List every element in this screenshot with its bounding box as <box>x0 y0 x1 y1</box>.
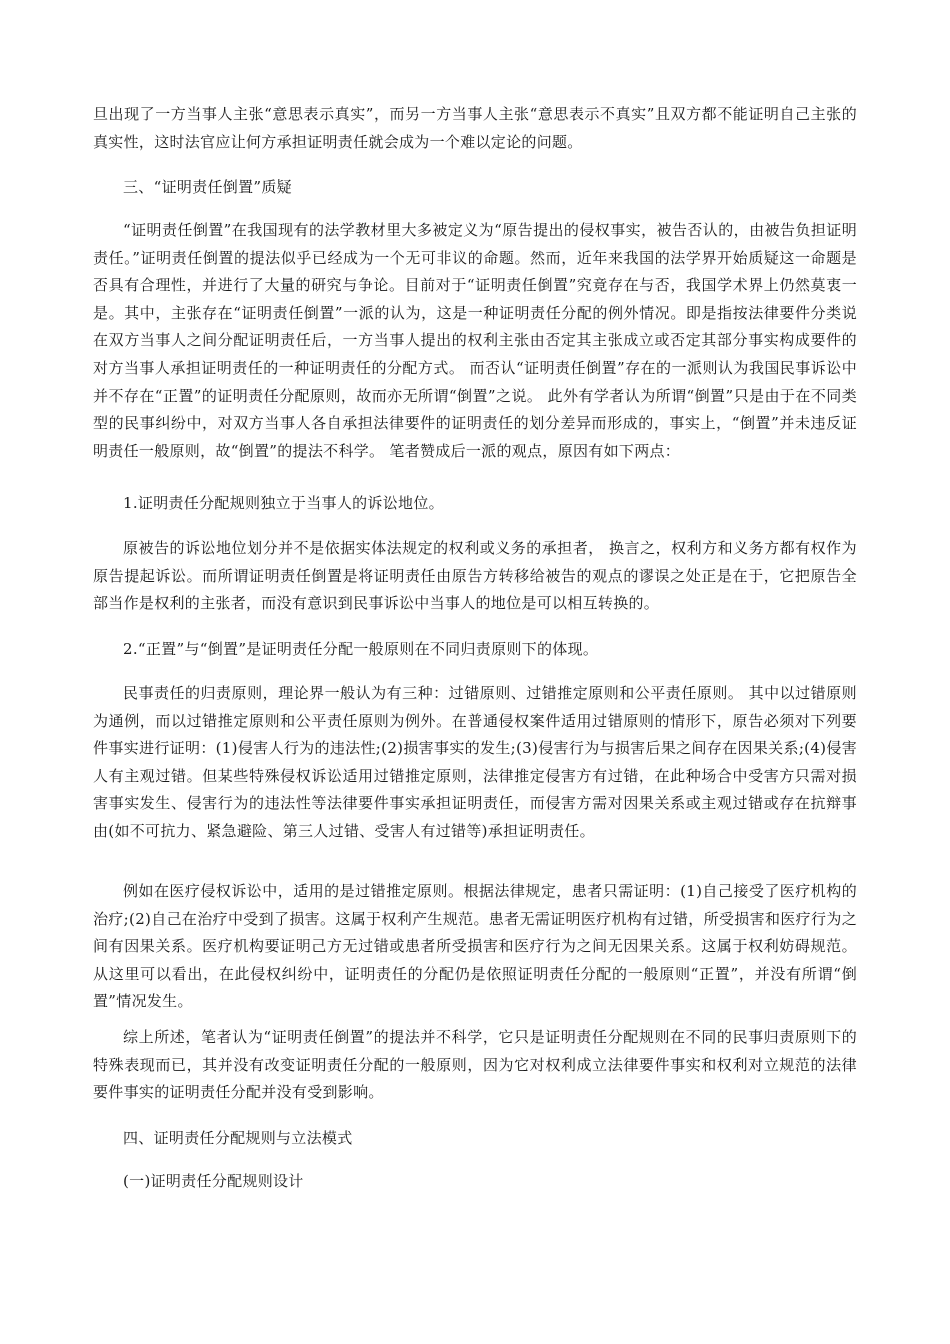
subsection-heading-1: (一)证明责任分配规则设计 <box>123 1172 304 1190</box>
point-1-paragraph: 原被告的诉讼地位划分并不是依据实体法规定的权利或义务的承担者， 换言之，权利方和义务方都有权作为原告提起诉讼。而所谓证明责任倒置是将证明责任由原告方转移给被告的观点的谬误之处正是在于，它把原告全部当作是权利的主张者，而没有意识到民事诉讼中当事人的地位是可以相互转换的。 <box>93 539 857 613</box>
medical-paragraph: 例如在医疗侵权诉讼中，适用的是过错推定原则。根据法律规定，患者只需证明：(1)自己接受了医疗机构的治疗;(2)自己在治疗中受到了损害。这属于权利产生规范。患者无需证明医疗机构有过错，所受损害和医疗行为之间有因果关系。医疗机构要证明己方无过错或患者所受损害和医疗行为之间无因果关系。这属于权利妨碍规范。从这里可以看出，在此侵权纠纷中，证明责任的分配仍是依照证明责任分配的一般原则“正置”，并没有所谓“倒置”情况发生。 <box>93 882 857 1011</box>
summary-paragraph: 综上所述，笔者认为“证明责任倒置”的提法并不科学，它只是证明责任分配规则在不同的民事归责原则下的特殊表现而已，其并没有改变证明责任分配的一般原则，因为它对权利成立法律要件事实和权利对立规范的法律要件事实的证明责任分配并没有受到影响。 <box>93 1028 857 1102</box>
liability-paragraph: 民事责任的归责原则，理论界一般认为有三种：过错原则、过错推定原则和公平责任原则。 其中以过错原则为通例，而以过错推定原则和公平责任原则为例外。在普通侵权案件适用过错原则的情形下，原告必须对下列要件事实进行证明：(1)侵害人行为的违法性;(2)损害事实的发生;(3)侵害行为与损害后果之间存在因果关系;(4)侵害人有主观过错。但某些特殊侵权诉讼适用过错推定原则，法律推定侵害方有过错，在此种场合中受害方只需对损害事实发生、侵害行为的违法性等法律要件事实承担证明责任，而侵害方需对因果关系或主观过错或存在抗辩事由(如不可抗力、紧急避险、第三人过错、受害人有过错等)承担证明责任。 <box>93 684 857 840</box>
section-heading-3: 三、“证明责任倒置”质疑 <box>123 178 292 196</box>
point-1-heading: 1.证明责任分配规则独立于当事人的诉讼地位。 <box>123 494 444 512</box>
point-2-heading: 2.“正置”与“倒置”是证明责任分配一般原则在不同归责原则下的体现。 <box>123 640 599 658</box>
intro-paragraph: 旦出现了一方当事人主张“意思表示真实”，而另一方当事人主张“意思表示不真实”且双方都不能证明自己主张的真实性，这时法官应让何方承担证明责任就会成为一个难以定论的问题。 <box>93 105 857 151</box>
definition-paragraph: “证明责任倒置”在我国现有的法学教材里大多被定义为“原告提出的侵权事实，被告否认的，由被告负担证明责任。”证明责任倒置的提法似乎已经成为一个无可非议的命题。然而，近年来我国的法学界开始质疑这一命题是否具有合理性，并进行了大量的研究与争论。目前对于“证明责任倒置”究竟存在与否，我国学术界上仍然莫衷一是。其中，主张存在“证明责任倒置”一派的认为，这是一种证明责任分配的例外情况。即是指按法律要件分类说在双方当事人之间分配证明责任后，一方当事人提出的权利主张由否定其主张成立或否定其部分事实构成要件的对方当事人承担证明责任的一种证明责任的分配方式。 而否认“证明责任倒置”存在的一派则认为我国民事诉讼中并不存在“正置”的证明责任分配原则，故而亦无所谓“倒置”之说。 此外有学者认为所谓“倒置”只是由于在不同类型的民事纠纷中，对双方当事人各自承担法律要件的证明责任的划分差异而形成的，事实上，“倒置”并未违反证明责任一般原则，故“倒置”的提法不科学。 笔者赞成后一派的观点，原因有如下两点： <box>93 221 857 460</box>
section-heading-4: 四、证明责任分配规则与立法模式 <box>123 1129 353 1147</box>
